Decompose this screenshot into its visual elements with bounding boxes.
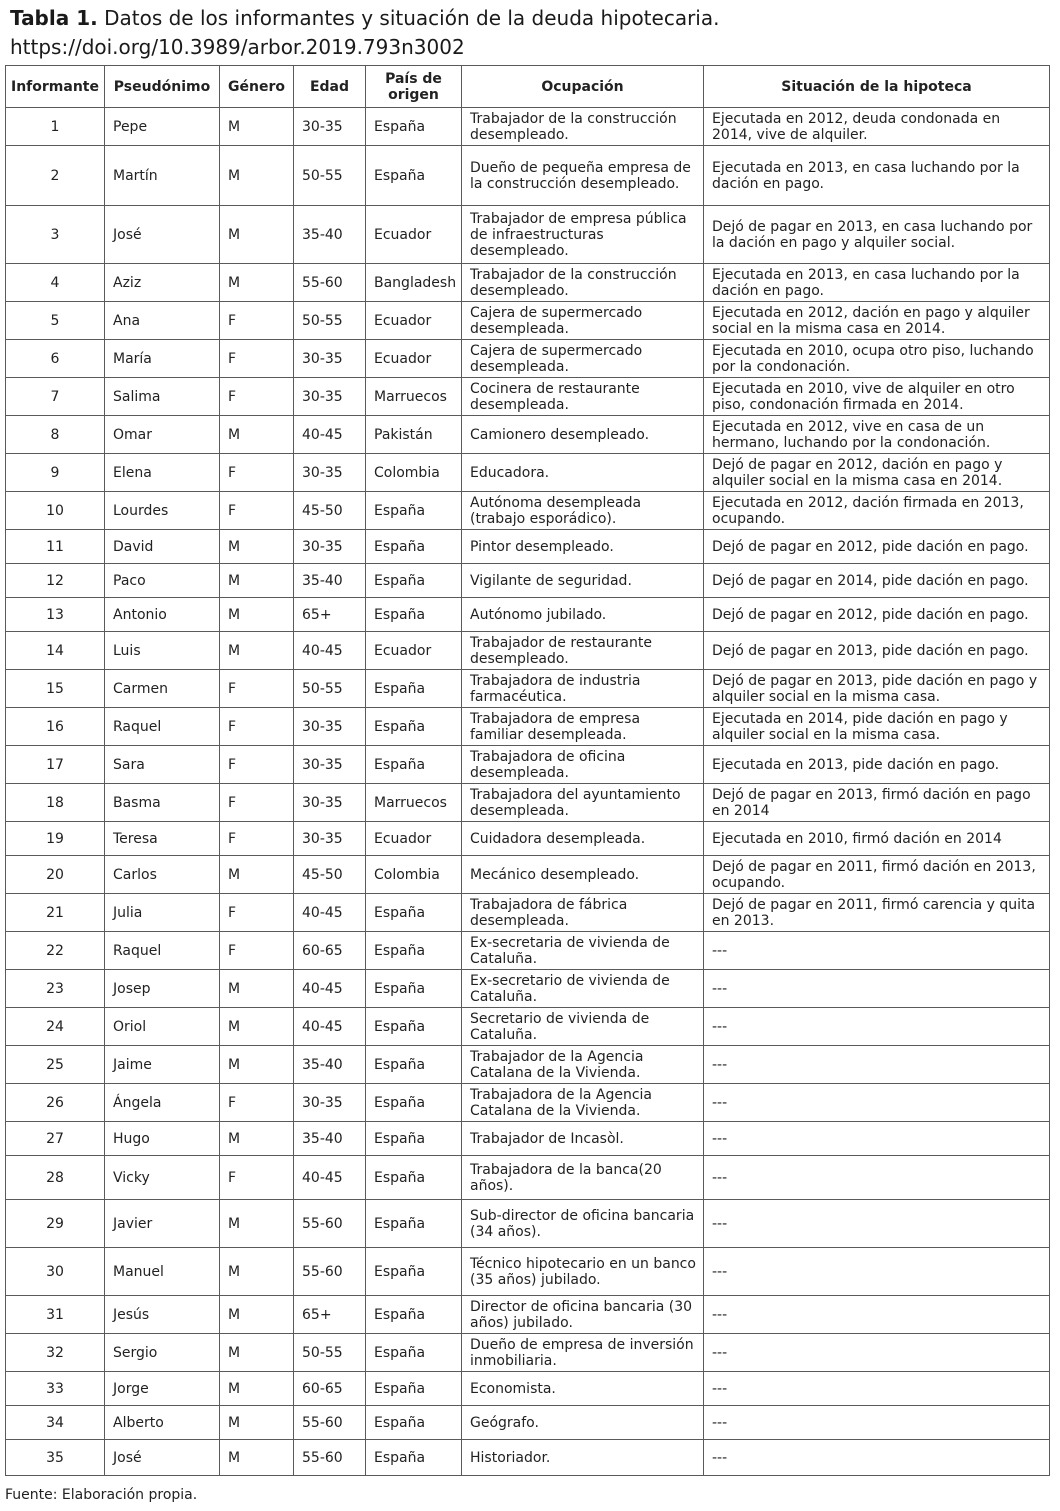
cell-informante: 20 <box>6 856 105 894</box>
cell-situacion: Dejó de pagar en 2013, pide dación en pago y alquiler social en la misma casa. <box>704 670 1050 708</box>
cell-pais: España <box>366 1084 462 1122</box>
table-row <box>6 302 1050 340</box>
cell-edad: 60-65 <box>294 932 366 970</box>
cell-informante: 18 <box>6 784 105 822</box>
header-row <box>6 66 1050 108</box>
cell-genero: M <box>220 1440 294 1476</box>
cell-genero: M <box>220 416 294 454</box>
cell-informante: 23 <box>6 970 105 1008</box>
cell-edad: 45-50 <box>294 492 366 530</box>
cell-pais: España <box>366 530 462 564</box>
cell-genero: M <box>220 1406 294 1440</box>
cell-ocupacion: Trabajadora de la banca(20 años). <box>462 1156 704 1200</box>
cell-pseudonimo: Carlos <box>105 856 220 894</box>
cell-genero: M <box>220 1008 294 1046</box>
cell-informante: 7 <box>6 378 105 416</box>
cell-informante: 27 <box>6 1122 105 1156</box>
table-row <box>6 378 1050 416</box>
cell-edad: 35-40 <box>294 1122 366 1156</box>
cell-pais: Ecuador <box>366 340 462 378</box>
cell-situacion: Dejó de pagar en 2012, pide dación en pago. <box>704 530 1050 564</box>
cell-edad: 60-65 <box>294 1372 366 1406</box>
cell-genero: F <box>220 1156 294 1200</box>
cell-situacion: Ejecutada en 2013, pide dación en pago. <box>704 746 1050 784</box>
cell-edad: 55-60 <box>294 1440 366 1476</box>
cell-pseudonimo: Ana <box>105 302 220 340</box>
cell-pseudonimo: Raquel <box>105 932 220 970</box>
cell-ocupacion: Educadora. <box>462 454 704 492</box>
cell-pais: España <box>366 1372 462 1406</box>
cell-informante: 17 <box>6 746 105 784</box>
cell-informante: 32 <box>6 1334 105 1372</box>
cell-pseudonimo: Sara <box>105 746 220 784</box>
table-row <box>6 1156 1050 1200</box>
cell-pseudonimo: Sergio <box>105 1334 220 1372</box>
header-pais: País de origen <box>366 66 462 108</box>
cell-situacion: Dejó de pagar en 2011, firmó carencia y quita en 2013. <box>704 894 1050 932</box>
cell-situacion: Ejecutada en 2010, firmó dación en 2014 <box>704 822 1050 856</box>
cell-pais: España <box>366 108 462 146</box>
cell-pais: España <box>366 932 462 970</box>
cell-pseudonimo: José <box>105 1440 220 1476</box>
cell-situacion: Dejó de pagar en 2013, firmó dación en pago en 2014 <box>704 784 1050 822</box>
cell-pseudonimo: Jaime <box>105 1046 220 1084</box>
cell-pseudonimo: Alberto <box>105 1406 220 1440</box>
cell-genero: M <box>220 856 294 894</box>
table-row <box>6 146 1050 206</box>
cell-situacion: Ejecutada en 2012, vive en casa de un hermano, luchando por la condonación. <box>704 416 1050 454</box>
header-ocupacion: Ocupación <box>462 66 704 108</box>
cell-pais: España <box>366 670 462 708</box>
table-row <box>6 1334 1050 1372</box>
cell-pais: España <box>366 1046 462 1084</box>
cell-edad: 50-55 <box>294 146 366 206</box>
cell-genero: M <box>220 146 294 206</box>
cell-pais: Ecuador <box>366 206 462 264</box>
cell-situacion: --- <box>704 1372 1050 1406</box>
cell-situacion: Dejó de pagar en 2012, dación en pago y alquiler social en la misma casa en 2014. <box>704 454 1050 492</box>
cell-edad: 30-35 <box>294 822 366 856</box>
table-row <box>6 1046 1050 1084</box>
cell-edad: 30-35 <box>294 454 366 492</box>
table-row <box>6 108 1050 146</box>
cell-genero: F <box>220 932 294 970</box>
table-row <box>6 1248 1050 1296</box>
cell-edad: 30-35 <box>294 1084 366 1122</box>
table-row <box>6 670 1050 708</box>
cell-edad: 50-55 <box>294 670 366 708</box>
cell-genero: M <box>220 1122 294 1156</box>
cell-pais: España <box>366 1122 462 1156</box>
cell-pseudonimo: Jorge <box>105 1372 220 1406</box>
cell-genero: F <box>220 340 294 378</box>
table-row <box>6 1440 1050 1476</box>
cell-ocupacion: Camionero desempleado. <box>462 416 704 454</box>
cell-pseudonimo: Raquel <box>105 708 220 746</box>
cell-pais: Ecuador <box>366 302 462 340</box>
cell-edad: 35-40 <box>294 206 366 264</box>
cell-informante: 15 <box>6 670 105 708</box>
cell-pais: Marruecos <box>366 784 462 822</box>
table-row <box>6 206 1050 264</box>
cell-ocupacion: Trabajadora de empresa familiar desempleada. <box>462 708 704 746</box>
cell-ocupacion: Secretario de vivienda de Cataluña. <box>462 1008 704 1046</box>
cell-edad: 30-35 <box>294 340 366 378</box>
cell-situacion: Ejecutada en 2012, deuda condonada en 2014, vive de alquiler. <box>704 108 1050 146</box>
cell-pais: España <box>366 1406 462 1440</box>
cell-genero: F <box>220 822 294 856</box>
cell-edad: 35-40 <box>294 564 366 598</box>
cell-edad: 55-60 <box>294 264 366 302</box>
table-row <box>6 632 1050 670</box>
cell-informante: 12 <box>6 564 105 598</box>
table-row <box>6 822 1050 856</box>
cell-ocupacion: Autónomo jubilado. <box>462 598 704 632</box>
cell-edad: 30-35 <box>294 378 366 416</box>
cell-ocupacion: Pintor desempleado. <box>462 530 704 564</box>
cell-pais: España <box>366 1156 462 1200</box>
cell-pseudonimo: Teresa <box>105 822 220 856</box>
cell-genero: M <box>220 1200 294 1248</box>
table-row <box>6 264 1050 302</box>
cell-ocupacion: Dueño de pequeña empresa de la construcción desempleado. <box>462 146 704 206</box>
cell-pais: España <box>366 1200 462 1248</box>
table-row <box>6 1372 1050 1406</box>
cell-informante: 35 <box>6 1440 105 1476</box>
cell-pseudonimo: Oriol <box>105 1008 220 1046</box>
header-pseudonimo: Pseudónimo <box>105 66 220 108</box>
cell-edad: 30-35 <box>294 784 366 822</box>
cell-informante: 6 <box>6 340 105 378</box>
cell-genero: F <box>220 492 294 530</box>
cell-informante: 28 <box>6 1156 105 1200</box>
cell-informante: 33 <box>6 1372 105 1406</box>
cell-genero: F <box>220 454 294 492</box>
cell-pais: España <box>366 1008 462 1046</box>
cell-ocupacion: Cajera de supermercado desempleada. <box>462 302 704 340</box>
cell-edad: 35-40 <box>294 1046 366 1084</box>
cell-edad: 40-45 <box>294 970 366 1008</box>
caption-text: Datos de los informantes y situación de la deuda hipotecaria. <box>104 6 720 30</box>
table-row <box>6 784 1050 822</box>
cell-genero: M <box>220 1046 294 1084</box>
cell-ocupacion: Economista. <box>462 1372 704 1406</box>
cell-informante: 19 <box>6 822 105 856</box>
cell-edad: 50-55 <box>294 1334 366 1372</box>
cell-informante: 2 <box>6 146 105 206</box>
cell-edad: 55-60 <box>294 1248 366 1296</box>
cell-ocupacion: Cuidadora desempleada. <box>462 822 704 856</box>
cell-pais: España <box>366 492 462 530</box>
cell-ocupacion: Técnico hipotecario en un banco (35 años) jubilado. <box>462 1248 704 1296</box>
cell-situacion: --- <box>704 1248 1050 1296</box>
cell-pais: Colombia <box>366 856 462 894</box>
cell-pseudonimo: Martín <box>105 146 220 206</box>
table-row <box>6 564 1050 598</box>
cell-ocupacion: Trabajador de la construcción desempleado. <box>462 108 704 146</box>
cell-informante: 9 <box>6 454 105 492</box>
cell-ocupacion: Geógrafo. <box>462 1406 704 1440</box>
cell-genero: M <box>220 206 294 264</box>
cell-informante: 3 <box>6 206 105 264</box>
cell-edad: 65+ <box>294 598 366 632</box>
source-note: Fuente: Elaboración propia. <box>5 1487 198 1503</box>
cell-genero: M <box>220 264 294 302</box>
cell-genero: M <box>220 1372 294 1406</box>
cell-informante: 31 <box>6 1296 105 1334</box>
table-row <box>6 1122 1050 1156</box>
cell-situacion: --- <box>704 1406 1050 1440</box>
cell-informante: 8 <box>6 416 105 454</box>
cell-pseudonimo: Salima <box>105 378 220 416</box>
cell-pseudonimo: Luis <box>105 632 220 670</box>
cell-pseudonimo: Lourdes <box>105 492 220 530</box>
cell-pseudonimo: Hugo <box>105 1122 220 1156</box>
cell-genero: F <box>220 894 294 932</box>
cell-situacion: Ejecutada en 2012, dación en pago y alquiler social en la misma casa en 2014. <box>704 302 1050 340</box>
cell-informante: 21 <box>6 894 105 932</box>
cell-pais: España <box>366 1440 462 1476</box>
cell-pais: Ecuador <box>366 632 462 670</box>
table-row <box>6 970 1050 1008</box>
header-edad: Edad <box>294 66 366 108</box>
cell-pseudonimo: David <box>105 530 220 564</box>
cell-ocupacion: Autónoma desempleada (trabajo esporádico). <box>462 492 704 530</box>
cell-genero: F <box>220 1084 294 1122</box>
cell-genero: M <box>220 564 294 598</box>
cell-situacion: Dejó de pagar en 2011, firmó dación en 2013, ocupando. <box>704 856 1050 894</box>
table-row <box>6 1084 1050 1122</box>
cell-pseudonimo: Basma <box>105 784 220 822</box>
cell-pseudonimo: Jesús <box>105 1296 220 1334</box>
cell-genero: M <box>220 108 294 146</box>
cell-ocupacion: Vigilante de seguridad. <box>462 564 704 598</box>
cell-situacion: Ejecutada en 2014, pide dación en pago y alquiler social en la misma casa. <box>704 708 1050 746</box>
cell-situacion: --- <box>704 1156 1050 1200</box>
cell-edad: 30-35 <box>294 746 366 784</box>
cell-pseudonimo: Vicky <box>105 1156 220 1200</box>
table-row <box>6 1296 1050 1334</box>
cell-pais: España <box>366 970 462 1008</box>
cell-edad: 40-45 <box>294 1156 366 1200</box>
cell-ocupacion: Ex-secretario de vivienda de Cataluña. <box>462 970 704 1008</box>
cell-genero: F <box>220 670 294 708</box>
cell-ocupacion: Trabajador de restaurante desempleado. <box>462 632 704 670</box>
cell-ocupacion: Cocinera de restaurante desempleada. <box>462 378 704 416</box>
cell-ocupacion: Trabajador de la construcción desempleado. <box>462 264 704 302</box>
informants-table <box>5 65 1050 1476</box>
cell-pseudonimo: Ángela <box>105 1084 220 1122</box>
cell-genero: M <box>220 530 294 564</box>
cell-informante: 16 <box>6 708 105 746</box>
cell-ocupacion: Trabajadora de fábrica desempleada. <box>462 894 704 932</box>
cell-genero: M <box>220 1296 294 1334</box>
header-situacion: Situación de la hipoteca <box>704 66 1050 108</box>
cell-edad: 40-45 <box>294 894 366 932</box>
cell-situacion: Dejó de pagar en 2012, pide dación en pago. <box>704 598 1050 632</box>
table-row <box>6 746 1050 784</box>
cell-ocupacion: Trabajadora de oficina desempleada. <box>462 746 704 784</box>
table-row <box>6 454 1050 492</box>
cell-genero: M <box>220 1248 294 1296</box>
cell-genero: M <box>220 1334 294 1372</box>
cell-ocupacion: Historiador. <box>462 1440 704 1476</box>
cell-genero: F <box>220 784 294 822</box>
cell-pseudonimo: Julia <box>105 894 220 932</box>
cell-ocupacion: Trabajadora de la Agencia Catalana de la Vivienda. <box>462 1084 704 1122</box>
cell-pais: España <box>366 894 462 932</box>
cell-ocupacion: Trabajador de la Agencia Catalana de la Vivienda. <box>462 1046 704 1084</box>
cell-genero: F <box>220 302 294 340</box>
cell-pais: Colombia <box>366 454 462 492</box>
cell-informante: 4 <box>6 264 105 302</box>
cell-situacion: --- <box>704 1334 1050 1372</box>
table-row <box>6 1008 1050 1046</box>
cell-edad: 65+ <box>294 1296 366 1334</box>
cell-situacion: Dejó de pagar en 2014, pide dación en pago. <box>704 564 1050 598</box>
cell-pais: España <box>366 598 462 632</box>
cell-edad: 30-35 <box>294 708 366 746</box>
cell-pais: España <box>366 746 462 784</box>
cell-informante: 11 <box>6 530 105 564</box>
cell-situacion: Dejó de pagar en 2013, en casa luchando por la dación en pago y alquiler social. <box>704 206 1050 264</box>
cell-pseudonimo: Carmen <box>105 670 220 708</box>
cell-pais: España <box>366 708 462 746</box>
cell-edad: 55-60 <box>294 1200 366 1248</box>
cell-edad: 30-35 <box>294 530 366 564</box>
cell-edad: 45-50 <box>294 856 366 894</box>
cell-pseudonimo: Antonio <box>105 598 220 632</box>
cell-ocupacion: Director de oficina bancaria (30 años) jubilado. <box>462 1296 704 1334</box>
cell-informante: 22 <box>6 932 105 970</box>
cell-situacion: Ejecutada en 2010, vive de alquiler en otro piso, condonación firmada en 2014. <box>704 378 1050 416</box>
cell-ocupacion: Dueño de empresa de inversión inmobiliaria. <box>462 1334 704 1372</box>
cell-pseudonimo: Paco <box>105 564 220 598</box>
cell-ocupacion: Ex-secretaria de vivienda de Cataluña. <box>462 932 704 970</box>
cell-pais: España <box>366 1248 462 1296</box>
cell-informante: 5 <box>6 302 105 340</box>
cell-ocupacion: Sub-director de oficina bancaria (34 años). <box>462 1200 704 1248</box>
table-row <box>6 1200 1050 1248</box>
cell-pseudonimo: María <box>105 340 220 378</box>
cell-pais: España <box>366 1334 462 1372</box>
cell-situacion: --- <box>704 1122 1050 1156</box>
cell-edad: 40-45 <box>294 416 366 454</box>
cell-ocupacion: Cajera de supermercado desempleada. <box>462 340 704 378</box>
cell-pais: España <box>366 1296 462 1334</box>
cell-pais: Pakistán <box>366 416 462 454</box>
table-row <box>6 416 1050 454</box>
cell-informante: 10 <box>6 492 105 530</box>
cell-edad: 55-60 <box>294 1406 366 1440</box>
table-row <box>6 932 1050 970</box>
cell-genero: M <box>220 598 294 632</box>
cell-genero: F <box>220 378 294 416</box>
table-row <box>6 598 1050 632</box>
table-row <box>6 894 1050 932</box>
cell-pais: España <box>366 146 462 206</box>
table-row <box>6 708 1050 746</box>
cell-pseudonimo: Aziz <box>105 264 220 302</box>
cell-edad: 50-55 <box>294 302 366 340</box>
cell-informante: 25 <box>6 1046 105 1084</box>
cell-pseudonimo: Javier <box>105 1200 220 1248</box>
cell-situacion: --- <box>704 1008 1050 1046</box>
cell-situacion: --- <box>704 1084 1050 1122</box>
cell-situacion: --- <box>704 1440 1050 1476</box>
cell-informante: 13 <box>6 598 105 632</box>
cell-informante: 29 <box>6 1200 105 1248</box>
cell-genero: F <box>220 708 294 746</box>
cell-edad: 40-45 <box>294 632 366 670</box>
header-informante: Informante <box>6 66 105 108</box>
caption-label: Tabla 1. <box>10 6 98 30</box>
cell-pais: Ecuador <box>366 822 462 856</box>
cell-pseudonimo: Pepe <box>105 108 220 146</box>
table-row <box>6 530 1050 564</box>
cell-informante: 26 <box>6 1084 105 1122</box>
cell-situacion: --- <box>704 1200 1050 1248</box>
cell-edad: 40-45 <box>294 1008 366 1046</box>
cell-ocupacion: Trabajador de empresa pública de infraestructuras desempleado. <box>462 206 704 264</box>
cell-situacion: --- <box>704 970 1050 1008</box>
cell-informante: 34 <box>6 1406 105 1440</box>
cell-pseudonimo: Manuel <box>105 1248 220 1296</box>
cell-pseudonimo: José <box>105 206 220 264</box>
cell-pais: Marruecos <box>366 378 462 416</box>
cell-situacion: Ejecutada en 2010, ocupa otro piso, luchando por la condonación. <box>704 340 1050 378</box>
cell-situacion: Ejecutada en 2013, en casa luchando por la dación en pago. <box>704 146 1050 206</box>
table-row <box>6 492 1050 530</box>
header-genero: Género <box>220 66 294 108</box>
cell-situacion: --- <box>704 932 1050 970</box>
cell-situacion: --- <box>704 1046 1050 1084</box>
cell-ocupacion: Trabajadora del ayuntamiento desempleada. <box>462 784 704 822</box>
cell-edad: 30-35 <box>294 108 366 146</box>
cell-situacion: --- <box>704 1296 1050 1334</box>
cell-genero: M <box>220 970 294 1008</box>
table-row <box>6 340 1050 378</box>
cell-pseudonimo: Omar <box>105 416 220 454</box>
cell-situacion: Dejó de pagar en 2013, pide dación en pago. <box>704 632 1050 670</box>
cell-pseudonimo: Josep <box>105 970 220 1008</box>
cell-informante: 1 <box>6 108 105 146</box>
cell-pseudonimo: Elena <box>105 454 220 492</box>
cell-informante: 24 <box>6 1008 105 1046</box>
table-row <box>6 856 1050 894</box>
table-row <box>6 1406 1050 1440</box>
cell-situacion: Ejecutada en 2012, dación firmada en 2013, ocupando. <box>704 492 1050 530</box>
cell-genero: M <box>220 632 294 670</box>
cell-ocupacion: Trabajador de Incasòl. <box>462 1122 704 1156</box>
doi-link[interactable]: https://doi.org/10.3989/arbor.2019.793n3002 <box>10 35 465 59</box>
cell-informante: 30 <box>6 1248 105 1296</box>
cell-informante: 14 <box>6 632 105 670</box>
cell-genero: F <box>220 746 294 784</box>
cell-situacion: Ejecutada en 2013, en casa luchando por la dación en pago. <box>704 264 1050 302</box>
cell-pais: Bangladesh <box>366 264 462 302</box>
cell-ocupacion: Trabajadora de industria farmacéutica. <box>462 670 704 708</box>
cell-pais: España <box>366 564 462 598</box>
table-caption <box>10 4 719 62</box>
cell-ocupacion: Mecánico desempleado. <box>462 856 704 894</box>
